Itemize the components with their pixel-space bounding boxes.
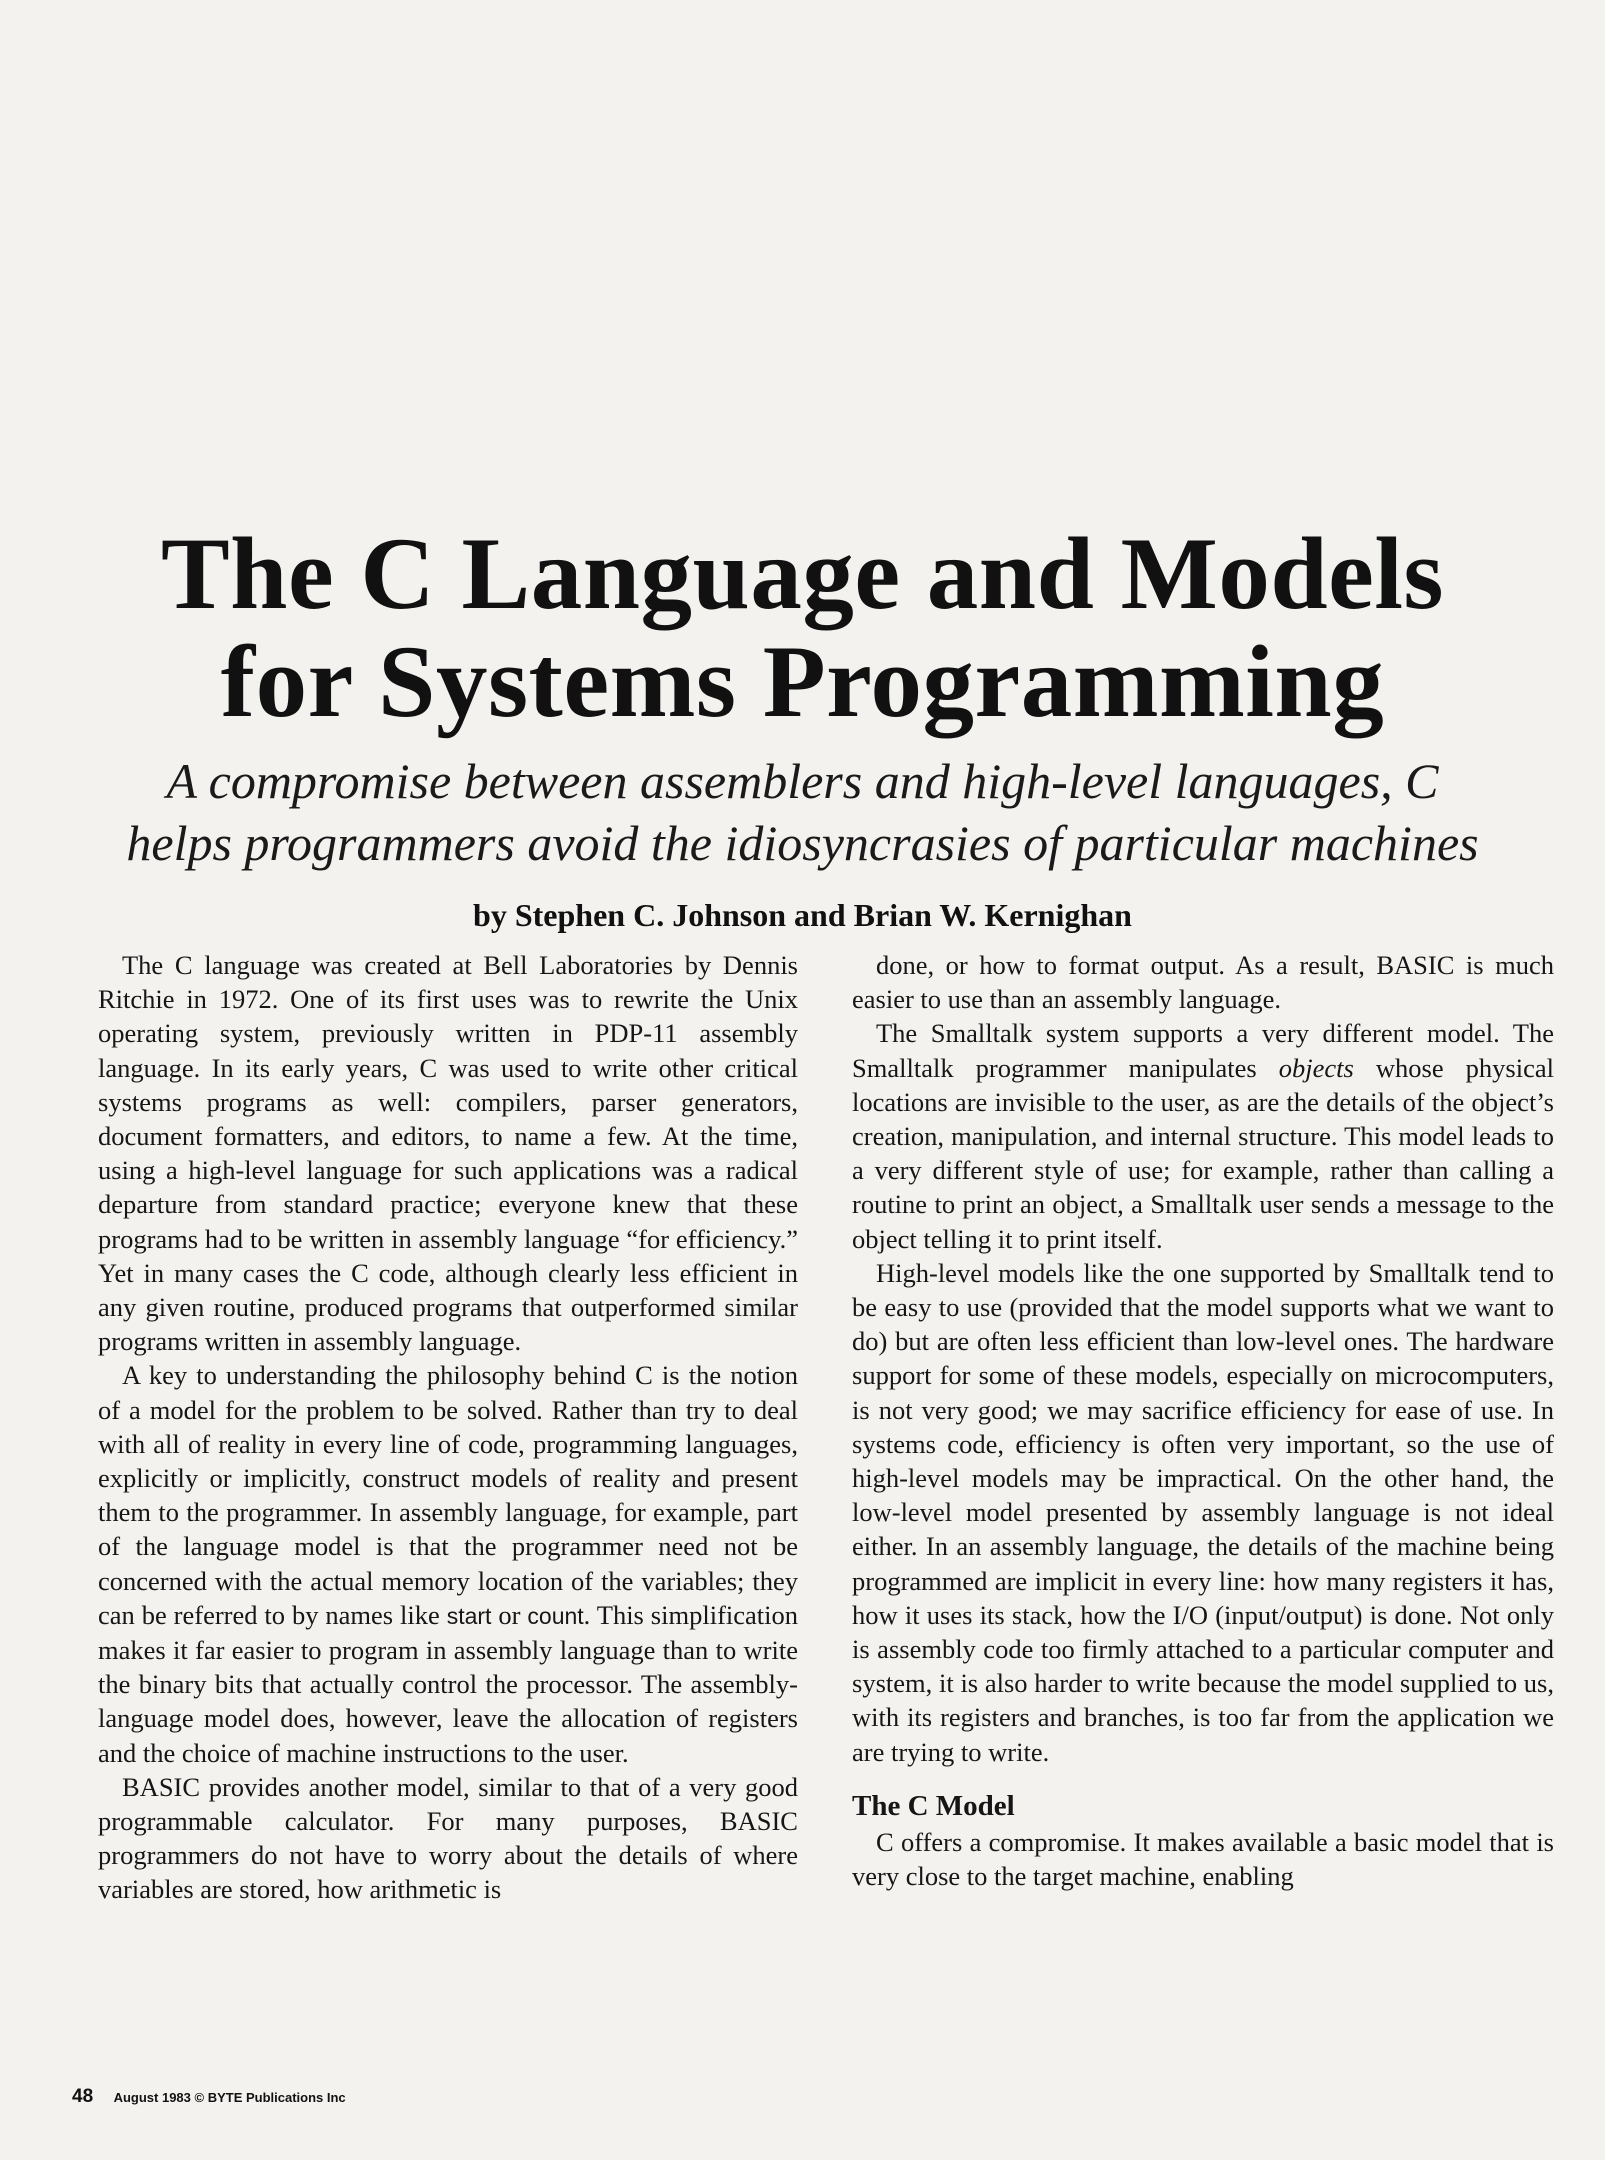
article-title	[60, 517, 1545, 739]
subtitle-line-1: A compromise between assemblers and high-level languages, C	[166, 753, 1439, 809]
title-line-1: The C Language and Models	[160, 517, 1445, 631]
right-paragraph-1: done, or how to format output. As a result, BASIC is much easier to use than an assembly language.	[852, 950, 1554, 1015]
word-or: or	[498, 1599, 521, 1630]
emphasis-objects: objects	[1278, 1052, 1354, 1083]
publication-info: August 1983 © BYTE Publications Inc	[113, 2090, 346, 2105]
left-paragraph-2-text-a: A key to understanding the philosophy behind C is the notion of a model for the problem to be solved. Rather than try to deal with all of reality in every line of code, programming languages, explicitly or implicitly, construct models of reality and present them to the programmer. In assembly language, for example, part of the language model is that the programmer need not be concerned with the actual memory location of the variables; they can be referred to by names like	[98, 1360, 798, 1630]
code-start: start	[446, 1602, 492, 1629]
right-paragraph-2-text-a: The Smalltalk system supports a very different model. The Smalltalk programmer manipulates	[852, 1018, 1554, 1083]
byline: by Stephen C. Johnson and Brian W. Kernighan	[473, 897, 1132, 933]
page-number: 48	[72, 2086, 94, 2107]
left-paragraph-3: BASIC provides another model, similar to that of a very good programmable calculator. For many purposes, BASIC programmers do not have to worry about the details of where variables are stored, how arithmetic is	[98, 1771, 798, 1905]
right-column	[852, 948, 1554, 1893]
left-paragraph-1: The C language was created at Bell Laboratories by Dennis Ritchie in 1972. One of its first uses was to rewrite the Unix operating system, previously written in PDP-11 assembly language. In its early years, C was used to write other critical systems programs as well: compilers, parser generators, document formatters, and editors, to name a few. At the time, using a high-level language for such applications was a radical departure from standard practice; everyone knew that these programs had to be written in assembly language “for efficiency.” Yet in many cases the C code, although clearly less efficient in any given routine, produced programs that outperformed similar programs written in assembly language.	[98, 950, 798, 1357]
left-paragraph-2	[98, 1358, 798, 1769]
subtitle-line-2: helps programmers avoid the idiosyncrasies of particular machines	[126, 815, 1479, 871]
page-footer	[72, 2086, 346, 2108]
section-heading: The C Model	[852, 1789, 1015, 1822]
right-paragraph-4: C offers a compromise. It makes available a basic model that is very close to the target machine, enabling	[852, 1826, 1554, 1892]
right-paragraph-2	[852, 1016, 1554, 1255]
left-column	[98, 948, 798, 1907]
article-subtitle	[70, 750, 1535, 874]
right-paragraph-2-text-b: whose physical locations are invisible to the user, as are the details of the object’s creation, manipulation, and internal structure. This model leads to a very different style of use; for example, rather than calling a routine to print an object, a Smalltalk user sends a message to the object telling it to print itself.	[852, 1052, 1554, 1254]
right-paragraph-3: High-level models like the one supported by Smalltalk tend to be easy to use (provided that the model supports what we want to do) but are often less efficient than low-level ones. The hardware support for some of these models, especially on microcomputers, is not very good; we may sacrifice efficiency for ease of use. In systems code, efficiency is often very important, so the use of high-level models may be impractical. On the other hand, the low-level model presented by assembly language is not ideal either. In an assembly language, the details of the machine being programmed are implicit in every line: how many registers it has, how it uses its stack, how the I/O (input/output) is done. Not only is assembly code too firmly attached to a particular computer and system, it is also harder to write because the model supplied to us, with its registers and branches, is too far from the application we are trying to write.	[852, 1257, 1554, 1767]
title-line-2: for Systems Programming	[220, 625, 1385, 739]
left-paragraph-2-text-b: . This simplification makes it far easier to program in assembly language than to write the binary bits that actually control the processor. The assembly-language model does, however, leave the allocation of registers and the choice of machine instructions to the user.	[98, 1599, 798, 1768]
code-count: count	[527, 1602, 584, 1629]
